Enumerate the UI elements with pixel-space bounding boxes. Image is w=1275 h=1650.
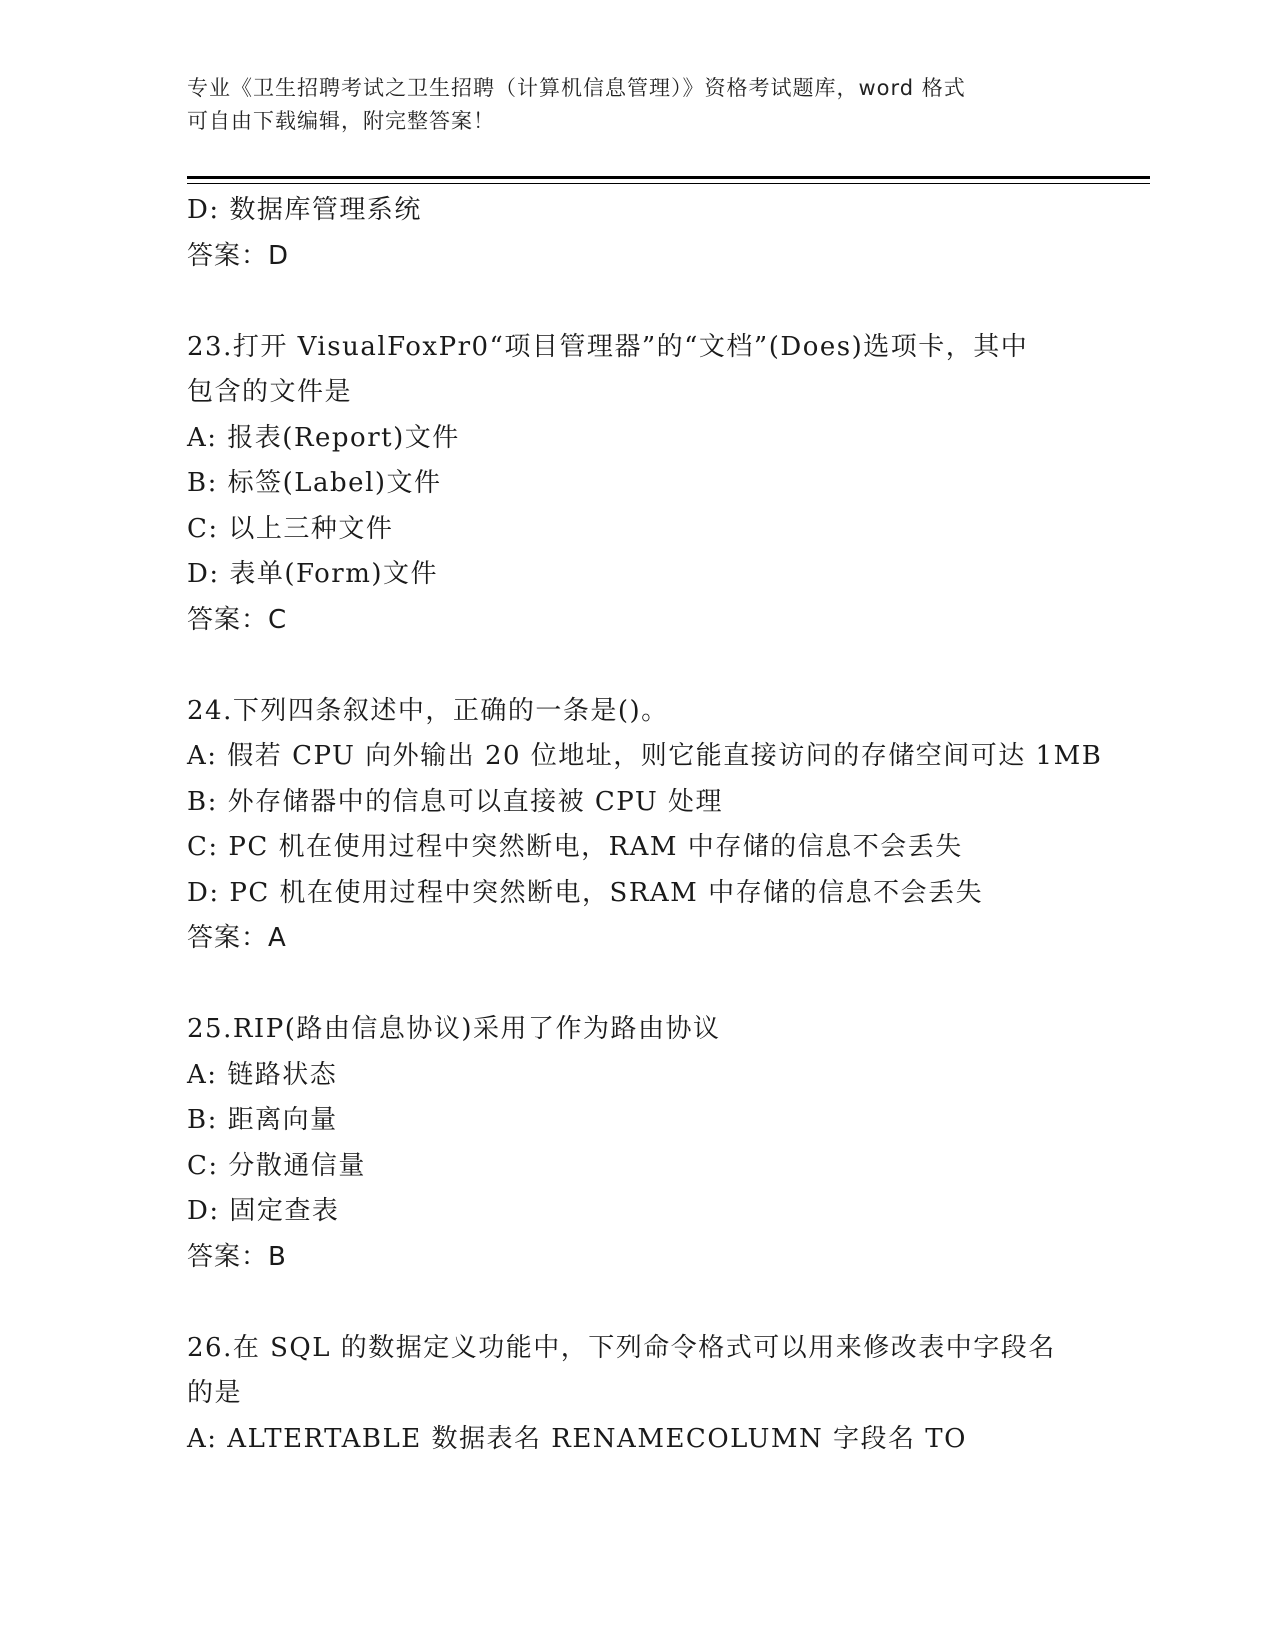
question-text: 25.RIP(路由信息协议)采用了作为路由协议 (187, 1014, 721, 1044)
option-d: D: 表单(Form)文件 (187, 559, 439, 589)
question-23 (187, 325, 1147, 644)
option-b: B: 标签(Label)文件 (187, 468, 442, 498)
answer: 答案：C (187, 604, 288, 635)
answer: 答案：D (187, 240, 290, 271)
question-text: 24.下列四条叙述中，正确的一条是()。 (187, 695, 669, 726)
header-rule-thin (187, 183, 1150, 184)
header-line-1: 专业《卫生招聘考试之卫生招聘（计算机信息管理）》资格考试题库，word 格式 (187, 76, 966, 100)
document-header (187, 72, 1087, 138)
header-rule-thick (187, 176, 1150, 179)
option-a: A: 假若 CPU 向外输出 20 位地址，则它能直接访问的存储空间可达 1MB (187, 741, 1103, 771)
question-22 (187, 188, 1147, 279)
spacer (187, 279, 1147, 325)
header-line-2: 可自由下载编辑，附完整答案！ (187, 109, 495, 133)
question-text-cont: 包含的文件是 (187, 377, 353, 407)
answer: 答案：A (187, 923, 287, 953)
question-24 (187, 689, 1147, 962)
option-b: B: 外存储器中的信息可以直接被 CPU 处理 (187, 786, 724, 817)
spacer (187, 643, 1147, 689)
option-a: A: ALTERTABLE 数据表名 RENAMECOLUMN 字段名 TO (187, 1423, 967, 1454)
question-text-cont: 的是 (187, 1378, 243, 1408)
question-text: 26.在 SQL 的数据定义功能中，下列命令格式可以用来修改表中字段名 (187, 1332, 1056, 1363)
question-list (187, 188, 1147, 1462)
option-d: D: 固定查表 (187, 1196, 340, 1226)
option-d: D: PC 机在使用过程中突然断电，SRAM 中存储的信息不会丢失 (187, 877, 984, 908)
option-a: A: 链路状态 (187, 1059, 338, 1090)
option-c: C: 分散通信量 (187, 1150, 366, 1181)
question-25 (187, 1007, 1147, 1280)
question-text: 23.打开 VisualFoxPr0“项目管理器”的“文档”(Does)选项卡，其中 (187, 331, 1029, 362)
option-b: B: 距离向量 (187, 1105, 338, 1135)
option-d: D: 数据库管理系统 (187, 195, 422, 225)
spacer (187, 1280, 1147, 1326)
option-c: C: 以上三种文件 (187, 513, 394, 544)
spacer (187, 962, 1147, 1008)
option-a: A: 报表(Report)文件 (187, 422, 460, 453)
answer: 答案：B (187, 1241, 287, 1272)
question-26 (187, 1326, 1147, 1463)
option-c: C: PC 机在使用过程中突然断电，RAM 中存储的信息不会丢失 (187, 832, 963, 862)
